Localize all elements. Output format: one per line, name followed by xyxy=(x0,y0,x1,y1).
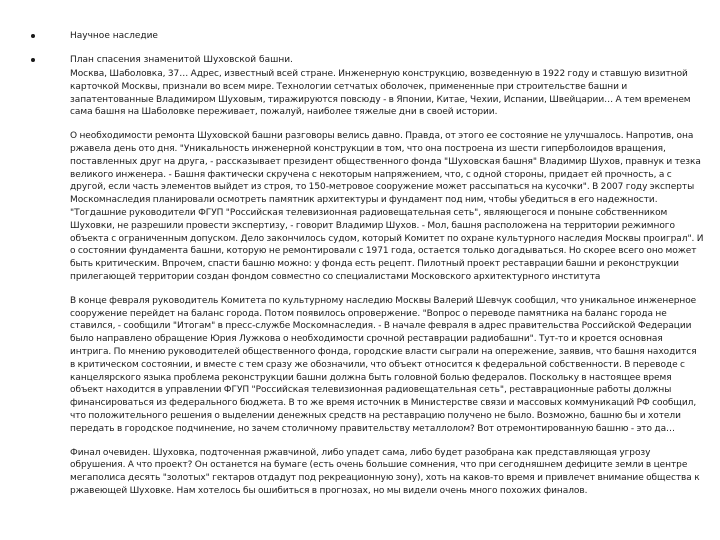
bullet-item-plan xyxy=(30,52,690,68)
paragraph: Москва, Шаболовка, 37… Адрес, известный всей стране. Инженерную конструкцию, возведенную в 1922 году и ставшую визитной карточкой Москвы, признали во всем мире. Технологии сетчатых оболочек, примененные при строительстве башни и запатентованные Владимиром Шуховым, тиражируются повсюду - в Японии, Китае, Чехии, Испании, Швейцарии… А тем временем сама башня на Шаболовке переживает, пожалуй, наиболее тяжелые дни в своей истории. xyxy=(70,69,691,118)
bullet-dot-icon xyxy=(31,34,35,38)
paragraph: Финал очевиден. Шуховка, подточенная ржавчиной, либо упадет сама, либо будет разобрана как представляющая угрозу обрушения. А что проект? Он останется на бумаге (есть очень большие сомнения, что при сегодняшнем дефиците земли в центре мегаполиса десять "золотых" гектаров отдадут под рекреационную зону), хоть на каков-то время и привлечет внимание общества к ржавеющей Шуховке. Нам хотелось бы ошибиться в прогнозах, но мы видели очень много похожих финалов. xyxy=(70,447,700,496)
bullet-item-heritage xyxy=(30,28,690,44)
bullet-dot-icon xyxy=(31,58,35,62)
bullet-list xyxy=(30,6,690,68)
bullet-text: Научное наследие xyxy=(70,31,158,41)
paragraph: В конце февраля руководитель Комитета по культурному наследию Москвы Валерий Шевчук сообщил, что уникальное инженерное сооружение перейдет на баланс города. Потом появилось опровержение. "Вопрос о переводе памятника на баланс города не ставился, - сообщили "Итогам" в пресс-службе Москомнаследия. - В начале февраля в адрес правительства Российской Федерации было направлено обращение Юрия Лужкова о необходимости срочной реставрации радиобашни". Тут-то и кроется основная интрига. По мнению руководителей общественного фонда, городские власти сыграли на опережение, заявив, что башня находится в критическом состоянии, и вместе с тем сразу же обозначили, что объект относится к федеральной собственности. В переводе с канцелярского языка проблема реконструкции башни должна быть головной болью федералов. Поскольку в настоящее время объект находится в управлении ФГУП "Российская телевизионная радиовещательная сеть", реставрационные работы должны финансироваться из федерального бюджета. В то же время источник в Министерстве связи и массовых коммуникаций РФ сообщил, что положительного решения о выделении денежных средств на реставрацию получено не было. Возможно, башню бы и хотели передать в городское подчинение, но зачем столичному правительству металлолом? Вот отремонтированную башню - это да… xyxy=(70,295,697,434)
article-body xyxy=(70,68,704,509)
bullet-text: План спасения знаменитой Шуховской башни. xyxy=(70,55,293,65)
paragraph: О необходимости ремонта Шуховской башни разговоры велись давно. Правда, от этого ее состояние не улучшалось. Напротив, она ржавела день ото дня. "Уникальность инженерной конструкции в том, что она построена из шести гиперболоидов вращения, поставленных друг на друга, - рассказывает президент общественного фонда "Шуховская башня" Владимир Шухов, правнук и тезка великого инженера. - Башня фактически скручена с некоторым напряжением, что, с одной стороны, придает ей прочность, а с другой, если часть элементов выйдет из строя, то 150-метровое сооружение может рассыпаться на кусочки". В 2007 году эксперты Москомнаследия планировали осмотреть памятник архитектуры и фундамент под ним, чтобы убедиться в его надежности. "Тогдашние руководители ФГУП "Российская телевизионная радиовещательная сеть", являющегося и поныне собственником Шуховки, не разрешили провести экспертизу, - говорит Владимир Шухов. - Мол, башня расположена на территории режимного объекта с ограниченным допуском. Дело закончилось судом, который Комитет по охране культурного наследия Москвы проиграл". И о состоянии фундамента башни, которую не ремонтировали с 1971 года, остается только догадываться. Но скорее всего оно может быть критическим. Впрочем, спасти башню можно: у фонда есть рецепт. Пилотный проект реставрации башни и реконструкции прилегающей территории создан фондом совместно со специалистами Московского архитектурного института xyxy=(70,131,704,282)
